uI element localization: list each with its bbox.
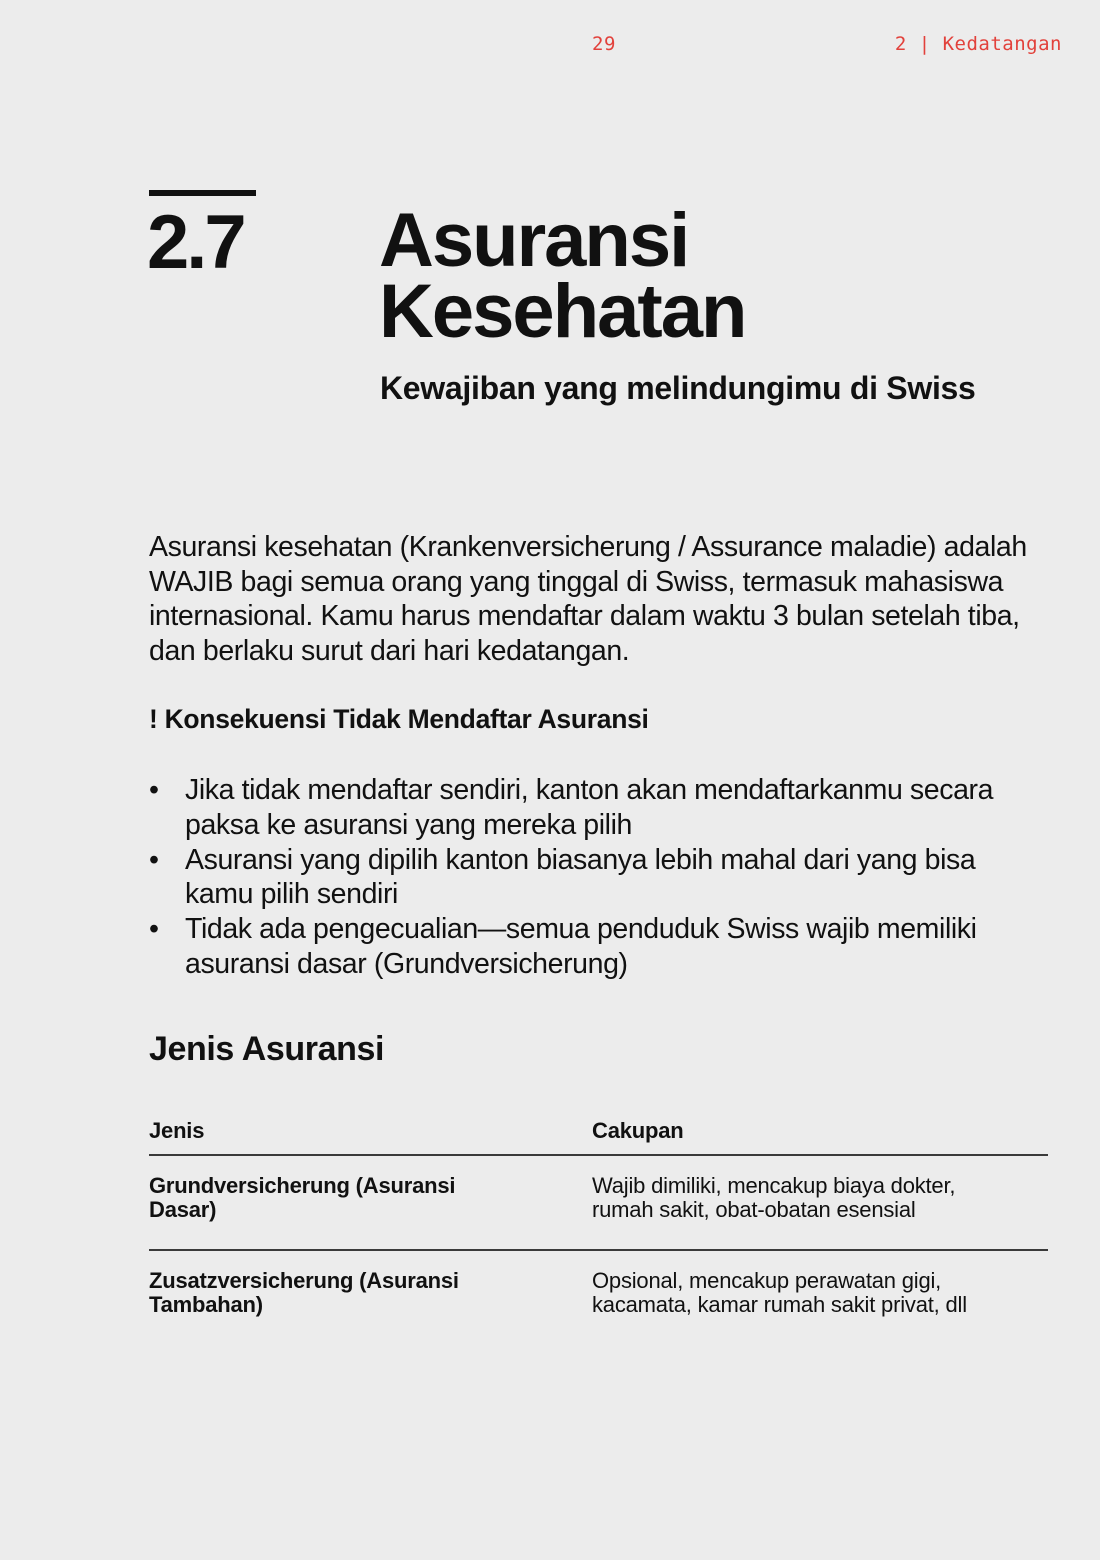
list-item-text: Asuransi yang dipilih kanton biasanya lebih mahal dari yang bisa kamu pilih sendiri [185,843,976,911]
list-item [149,773,1049,843]
list-item [149,843,1049,913]
table-header-row [149,1118,1048,1156]
list-item [149,912,1049,982]
section-title-line2: Kesehatan [379,269,746,354]
table-row [149,1156,1048,1251]
column-header-type: Jenis [149,1118,205,1143]
section-title-line1: Asuransi [379,198,689,283]
chapter-label: 2 | Kedatangan [894,33,1062,55]
section-title [379,198,939,354]
bullet-icon: • [149,774,159,806]
insurance-types-table [149,1118,1048,1344]
page-number: 29 [592,33,616,55]
list-item-text: Tidak ada pengecualian—semua penduduk Swiss wajib memiliki asuransi dasar (Grundversicherung) [185,913,977,980]
cell-coverage: Opsional, mencakup perawatan gigi, kacamata, kamar rumah sakit privat, dll [592,1268,967,1317]
list-item-text: Jika tidak mendaftar sendiri, kanton akan mendaftarkanmu secara paksa ke asuransi yang mereka pilih [185,774,994,841]
section-subtitle: Kewajiban yang melindungimu di Swiss [380,370,976,406]
section-number: 2.7 [147,200,244,285]
intro-paragraph: Asuransi kesehatan (Krankenversicherung / Assurance maladie) adalah WAJIB bagi semua orang yang tinggal di Swiss, termasuk mahasiswa internasional. Kamu harus mendaftar dalam waktu 3 bulan setelah tiba, dan berlaku surut dari hari kedatangan. [149,531,1027,667]
consequence-list [149,773,1049,982]
bullet-icon: • [149,843,159,876]
insurance-types-heading: Jenis Asuransi [149,1030,385,1068]
section-rule [149,190,256,196]
warning-heading: ! Konsekuensi Tidak Mendaftar Asuransi [149,704,649,734]
table-row [149,1251,1048,1344]
column-header-coverage: Cakupan [592,1118,684,1143]
cell-coverage: Wajib dimiliki, mencakup biaya dokter, rumah sakit, obat-obatan esensial [592,1173,956,1222]
cell-type: Zusatzversicherung (Asuransi Tambahan) [149,1268,459,1317]
cell-type: Grundversicherung (Asuransi Dasar) [149,1173,456,1222]
bullet-icon: • [149,913,159,946]
